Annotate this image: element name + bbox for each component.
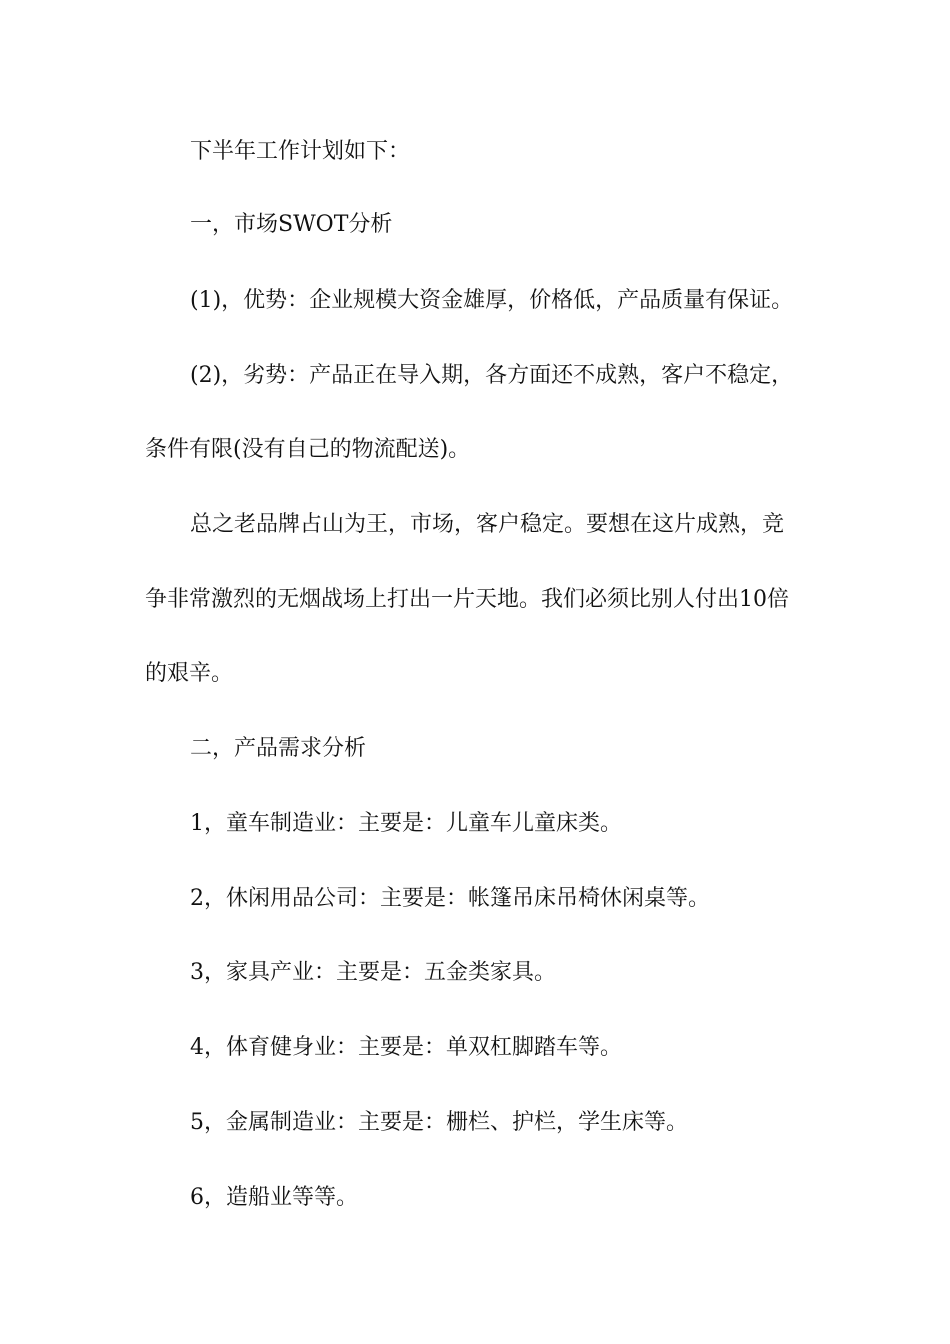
list-item: 1，童车制造业：主要是：儿童车儿童床类。 bbox=[190, 811, 622, 836]
list-item: 4，体育健身业：主要是：单双杠脚踏车等。 bbox=[190, 1035, 622, 1060]
list-item: 5，金属制造业：主要是：栅栏、护栏，学生床等。 bbox=[190, 1110, 688, 1135]
paragraph-summary-end: 的艰辛。 bbox=[145, 661, 234, 686]
intro-line: 下半年工作计划如下： bbox=[190, 139, 411, 164]
paragraph-summary-cont: 争非常激烈的无烟战场上打出一片天地。我们必须比别人付出10倍 bbox=[145, 587, 789, 612]
list-item: 3，家具产业：主要是：五金类家具。 bbox=[190, 960, 556, 985]
paragraph-weaknesses: (2)，劣势：产品正在导入期，各方面还不成熟，客户不稳定， bbox=[190, 363, 794, 388]
list-item: 2，休闲用品公司：主要是：帐篷吊床吊椅休闲桌等。 bbox=[190, 886, 710, 911]
paragraph-strengths: (1)，优势：企业规模大资金雄厚，价格低，产品质量有保证。 bbox=[190, 288, 794, 313]
paragraph-weaknesses-cont: 条件有限(没有自己的物流配送)。 bbox=[145, 437, 471, 462]
section-heading-swot: 一，市场SWOT分析 bbox=[190, 212, 393, 237]
section-heading-demand: 二，产品需求分析 bbox=[190, 736, 367, 761]
list-item: 6，造船业等等。 bbox=[190, 1185, 358, 1210]
paragraph-summary: 总之老品牌占山为王，市场，客户稳定。要想在这片成熟，竞 bbox=[190, 512, 785, 537]
